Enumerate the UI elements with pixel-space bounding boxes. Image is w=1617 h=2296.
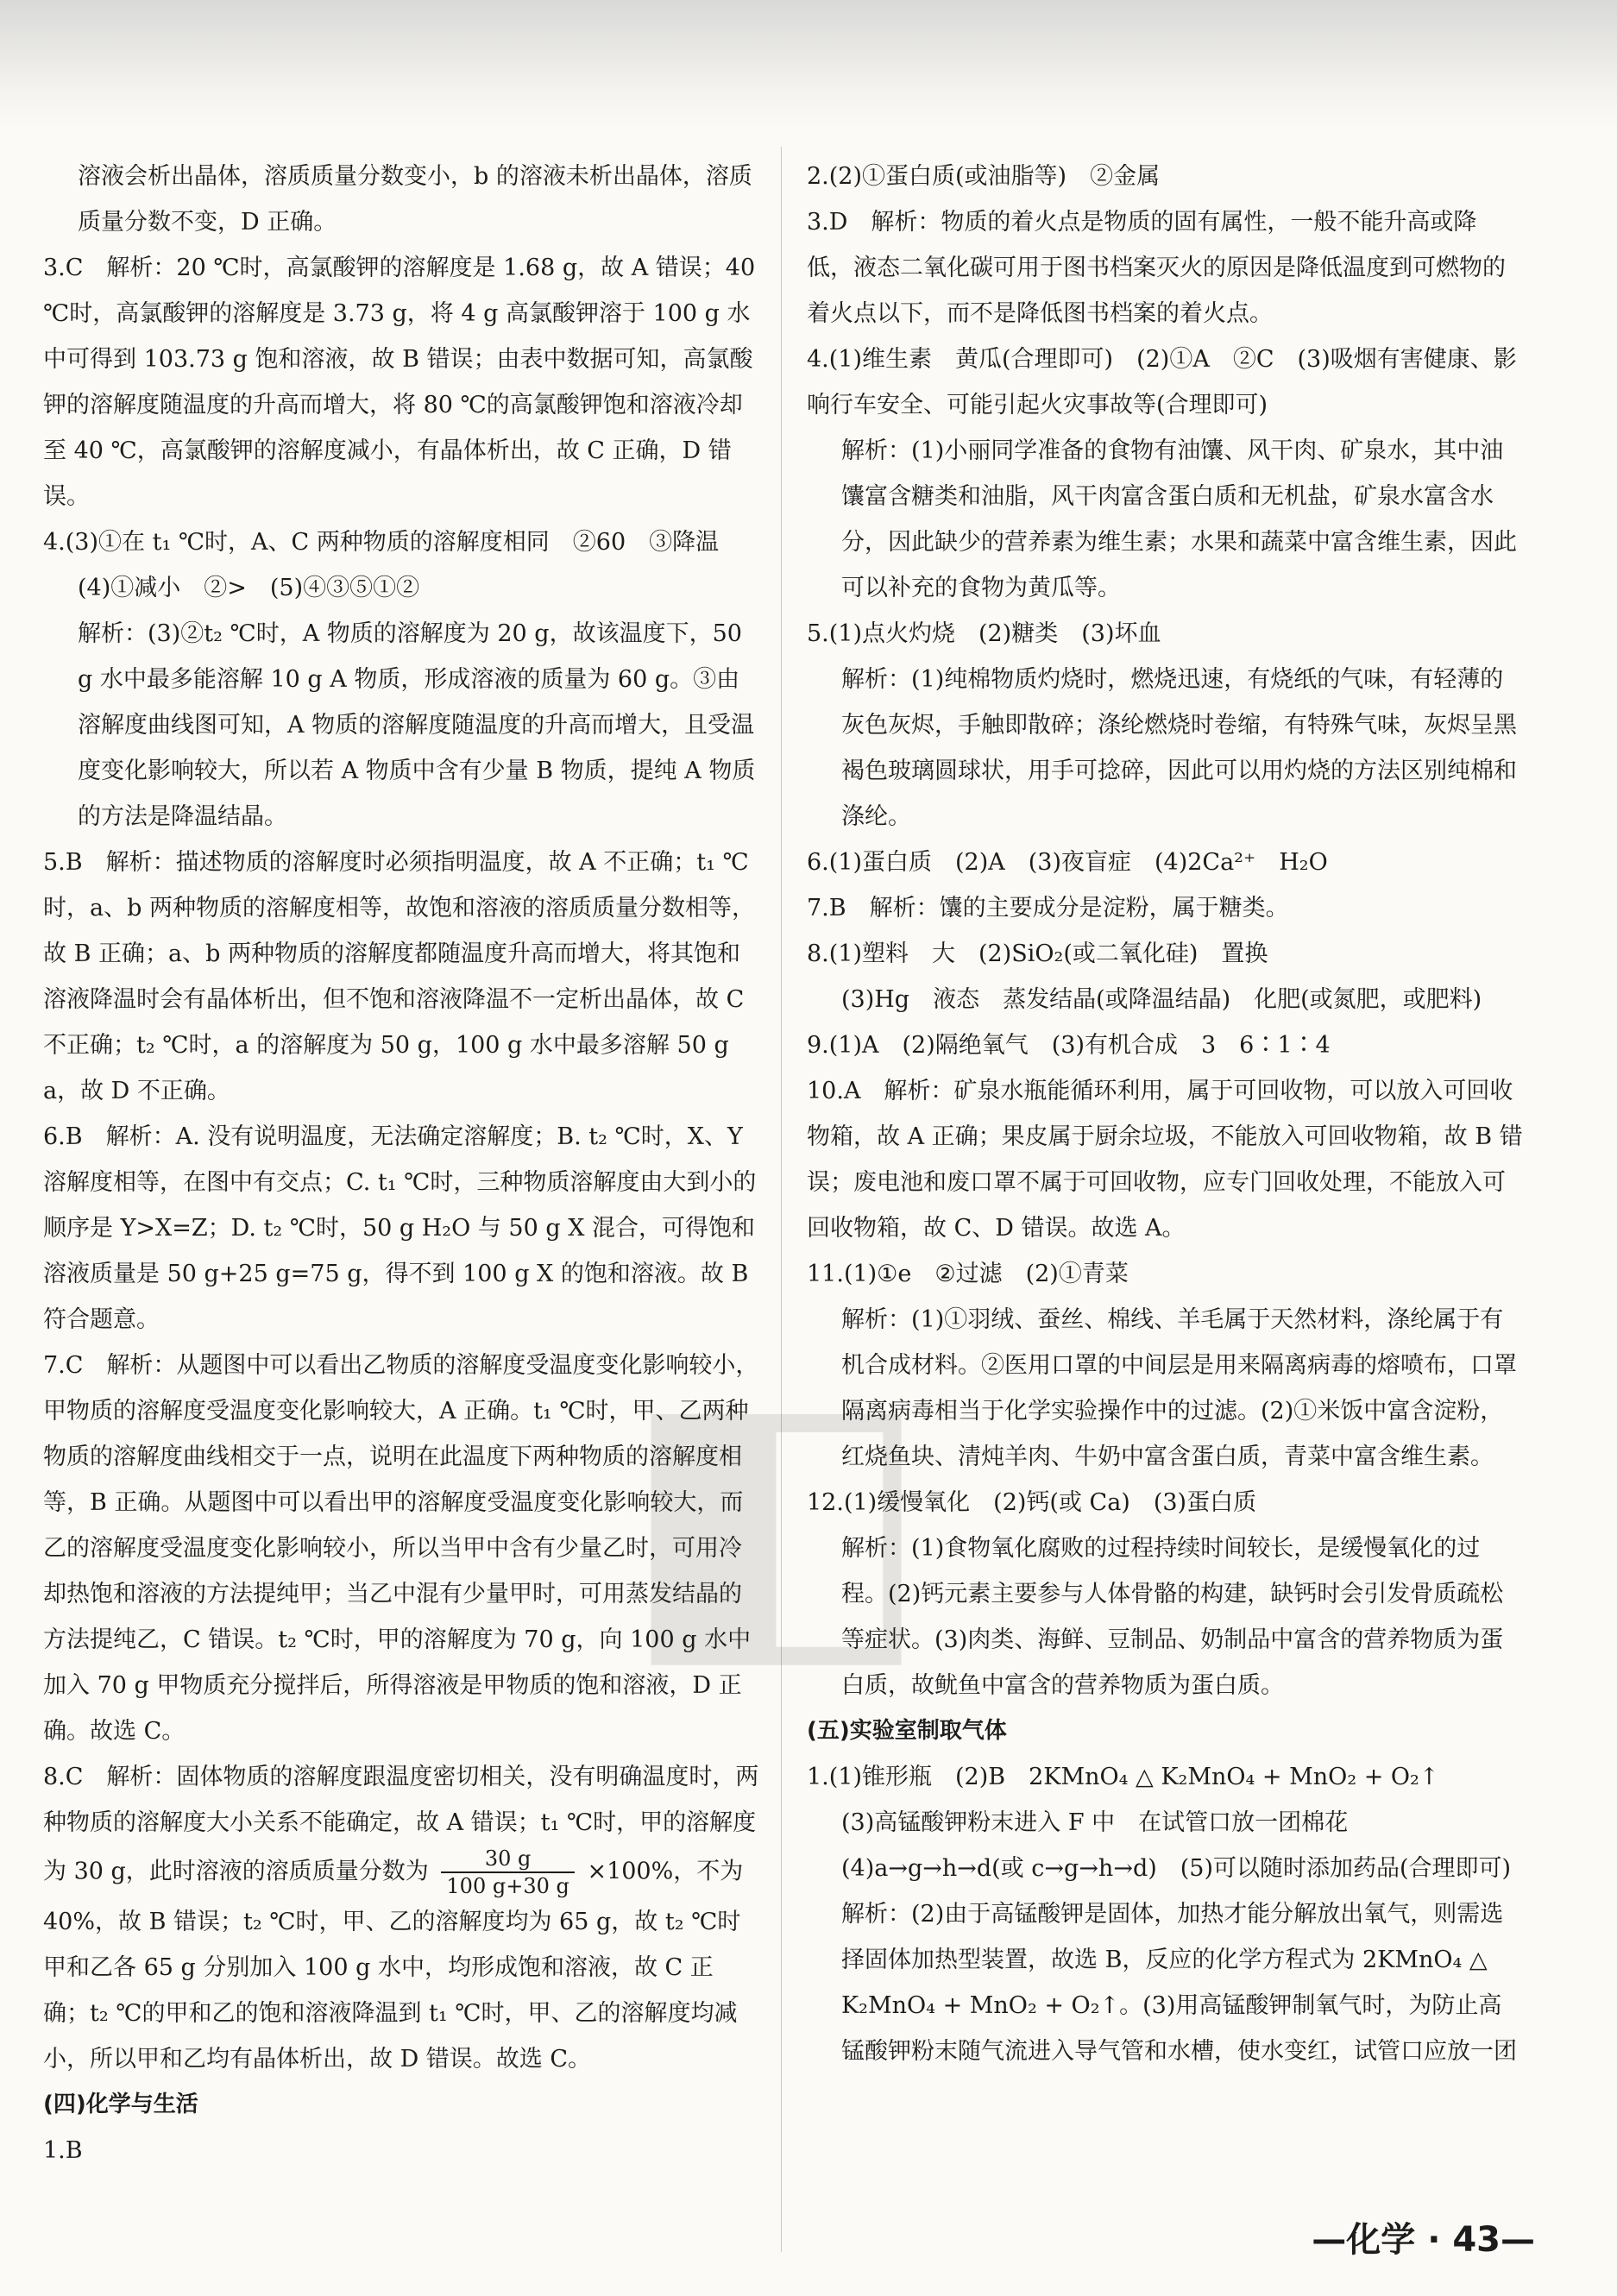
answer-block: 6.(1)蛋白质 (2)A (3)夜盲症 (4)2Ca²⁺ H₂O	[807, 849, 1328, 876]
left-column	[43, 154, 759, 2173]
answer-block: 3.C 解析：20 ℃时，高氯酸钾的溶解度是 1.68 g，故 A 错误；40 ℃时，高氯酸钾的溶解度是 3.73 g，将 4 g 高氯酸钾溶于 100 g 水中可得到 103.73 g 饱和溶液，故 B 错误；由表中数据可知，高氯酸钾的溶解度随温度的升高而增大，将 80 ℃的高氯酸钾饱和溶液冷却至 40 ℃，高氯酸钾的溶解度减小，有晶体析出，故 C 正确，D 错误。	[43, 255, 756, 510]
answer-block: 1.B	[43, 2137, 83, 2164]
right-column	[807, 154, 1523, 2074]
analysis-block: 解析：(1)食物氧化腐败的过程持续时间较长，是缓慢氧化的过程。(2)钙元素主要参与人体骨骼的构建，缺钙时会引发骨质疏松等症状。(3)肉类、海鲜、豆制品、奶制品中富含的营养物质为蛋白质，故鱿鱼中富含的营养物质为蛋白质。	[841, 1535, 1504, 1699]
answer-block: 4.(3)①在 t₁ ℃时，A、C 两种物质的溶解度相同 ②60 ③降温	[43, 529, 720, 556]
top-shade	[0, 0, 1617, 129]
watermark: ◧	[621, 1317, 932, 1702]
answer-block: 4.(1)维生素 黄瓜(合理即可) (2)①A ②C (3)吸烟有害健康、影响行车安全、可能引起火灾事故等(合理即可)	[807, 346, 1517, 418]
answer-block: 9.(1)A (2)隔绝氧气 (3)有机合成 3 6∶1∶4	[807, 1032, 1331, 1059]
answer-block: 溶液会析出晶体，溶质质量分数变小，b 的溶液未析出晶体，溶质质量分数不变，D 正确。	[78, 163, 752, 236]
answer-block: (4)①减小 ②> (5)④③⑤①②	[78, 575, 420, 601]
answer-block: 7.C 解析：从题图中可以看出乙物质的溶解度受温度变化影响较小，甲物质的溶解度受温度变化影响较大，A 正确。t₁ ℃时，甲、乙两种物质的溶解度曲线相交于一点，说明在此温度下两种物质的溶解度相等，B 正确。从题图中可以看出甲的溶解度受温度变化影响较大，而乙的溶解度受温度变化影响较小，所以当甲中含有少量乙时，可用冷却热饱和溶液的方法提纯甲；当乙中混有少量甲时，可用蒸发结晶的方法提纯乙，C 错误。t₂ ℃时，甲的溶解度为 70 g，向 100 g 水中加入 70 g 甲物质充分搅拌后，所得溶液是甲物质的饱和溶液，D 正确。故选 C。	[43, 1352, 759, 1745]
fraction-numerator: 30 g	[441, 1846, 574, 1873]
answer-block: (4)a→g→h→d(或 c→g→h→d) (5)可以随时添加药品(合理即可)	[841, 1855, 1512, 1882]
answer-block-8	[43, 1754, 759, 2082]
page-footer: —化学 · 43—	[1312, 2220, 1535, 2260]
answer-block: (3)高锰酸钾粉末进入 F 中 在试管口放一团棉花	[841, 1809, 1349, 1836]
answer-block: 1.(1)锥形瓶 (2)B 2KMnO₄ △ K₂MnO₄ + MnO₂ + O₂↑	[807, 1764, 1439, 1790]
fraction-denominator: 100 g+30 g	[446, 1874, 569, 1898]
answer-block: 6.B 解析：A. 没有说明温度，无法确定溶解度；B. t₂ ℃时，X、Y 溶解度相等，在图中有交点；C. t₁ ℃时，三种物质溶解度由大到小的顺序是 Y>X=Z；D. t₂ ℃时，50 g H₂O 与 50 g X 混合，可得饱和溶液质量是 50 g+25 g=75 g，得不到 100 g X 的饱和溶液。故 B 符合题意。	[43, 1123, 757, 1333]
item8-part1: 8.C 解析：固体物质的溶解度跟温度密切相关，没有明确温度时，两种物质的溶解度大小关系不能确定，故 A 错误；t₁ ℃时，甲的溶解度为 30 g，此时溶液的溶质质量分数为	[43, 1764, 759, 1885]
answer-block: 2.(2)①蛋白质(或油脂等) ②金属	[807, 163, 1161, 190]
analysis-block: 解析：(2)由于高锰酸钾是固体，加热才能分解放出氧气，则需选择固体加热型装置，故选 B，反应的化学方程式为 2KMnO₄ △ K₂MnO₄ + MnO₂ + O₂↑。(3)用高锰酸钾制氧气时，为防止高锰酸钾粉末随气流进入导气管和水槽，使水变红，试管口应放一团	[841, 1901, 1517, 2065]
answer-block: 7.B 解析：馕的主要成分是淀粉，属于糖类。	[807, 895, 1289, 922]
answer-block: (3)Hg 液态 蒸发结晶(或降温结晶) 化肥(或氮肥，或肥料)	[841, 986, 1482, 1013]
answer-block: 10.A 解析：矿泉水瓶能循环利用，属于可回收物，可以放入可回收物箱，故 A 正确；果皮属于厨余垃圾，不能放入可回收物箱，故 B 错误；废电池和废口罩不属于可回收物，应专门回收处理，不能放入可回收物箱，故 C、D 错误。故选 A。	[807, 1078, 1523, 1242]
analysis-block: 解析：(1)①羽绒、蚕丝、棉线、羊毛属于天然材料，涤纶属于有机合成材料。②医用口罩的中间层是用来隔离病毒的熔喷布，口罩隔离病毒相当于化学实验操作中的过滤。(2)①米饭中富含淀粉，红烧鱼块、清炖羊肉、牛奶中富含蛋白质，青菜中富含维生素。	[841, 1306, 1517, 1470]
analysis-block: 解析：(3)②t₂ ℃时，A 物质的溶解度为 20 g，故该温度下，50 g 水中最多能溶解 10 g A 物质，形成溶液的质量为 60 g。③由溶解度曲线图可知，A 物质的溶解度随温度的升高而增大，且受温度变化影响较大，所以若 A 物质中含有少量 B 物质，提纯 A 物质的方法是降温结晶。	[78, 620, 756, 830]
answer-block: 5.(1)点火灼烧 (2)糖类 (3)坏血	[807, 620, 1161, 647]
item8-part2: ×100%，不为 40%，故 B 错误；t₂ ℃时，甲、乙的溶解度均为 65 g，故 t₂ ℃时甲和乙各 65 g 分别加入 100 g 水中，均形成饱和溶液，故 C 正确；t₂ ℃的甲和乙的饱和溶液降温到 t₁ ℃时，甲、乙的溶解度均减小，所以甲和乙均有晶体析出，故 D 错误。故选 C。	[43, 1858, 744, 2073]
fraction	[441, 1846, 574, 1899]
analysis-block: 解析：(1)纯棉物质灼烧时，燃烧迅速，有烧纸的气味，有轻薄的灰色灰烬，手触即散碎；涤纶燃烧时卷缩，有特殊气味，灰烬呈黑褐色玻璃圆球状，用手可捻碎，因此可以用灼烧的方法区别纯棉和涤纶。	[841, 666, 1517, 830]
answer-block: 8.(1)塑料 大 (2)SiO₂(或二氧化硅) 置换	[807, 940, 1268, 967]
answer-block: 12.(1)缓慢氧化 (2)钙(或 Ca) (3)蛋白质	[807, 1489, 1257, 1516]
answer-block: 11.(1)①e ②过滤 (2)①青菜	[807, 1261, 1129, 1287]
answer-block: 3.D 解析：物质的着火点是物质的固有属性，一般不能升高或降低，液态二氧化碳可用于图书档案灭火的原因是降低温度到可燃物的着火点以下，而不是降低图书档案的着火点。	[807, 209, 1506, 327]
section-title: (四)化学与生活	[43, 2092, 198, 2117]
analysis-block: 解析：(1)小丽同学准备的食物有油馕、风干肉、矿泉水，其中油馕富含糖类和油脂，风干肉富含蛋白质和无机盐，矿泉水富含水分，因此缺少的营养素为维生素；水果和蔬菜中富含维生素，因此可以补充的食物为黄瓜等。	[841, 437, 1517, 601]
column-divider	[781, 147, 782, 2252]
section-title: (五)实验室制取气体	[807, 1718, 1007, 1744]
answer-block: 5.B 解析：描述物质的溶解度时必须指明温度，故 A 不正确；t₁ ℃时，a、b 两种物质的溶解度相等，故饱和溶液的溶质质量分数相等，故 B 正确；a、b 两种物质的溶解度都随温度升高而增大，将其饱和溶液降温时会有晶体析出，但不饱和溶液降温不一定析出晶体，故 C 不正确；t₂ ℃时，a 的溶解度为 50 g，100 g 水中最多溶解 50 g a，故 D 不正确。	[43, 849, 755, 1104]
